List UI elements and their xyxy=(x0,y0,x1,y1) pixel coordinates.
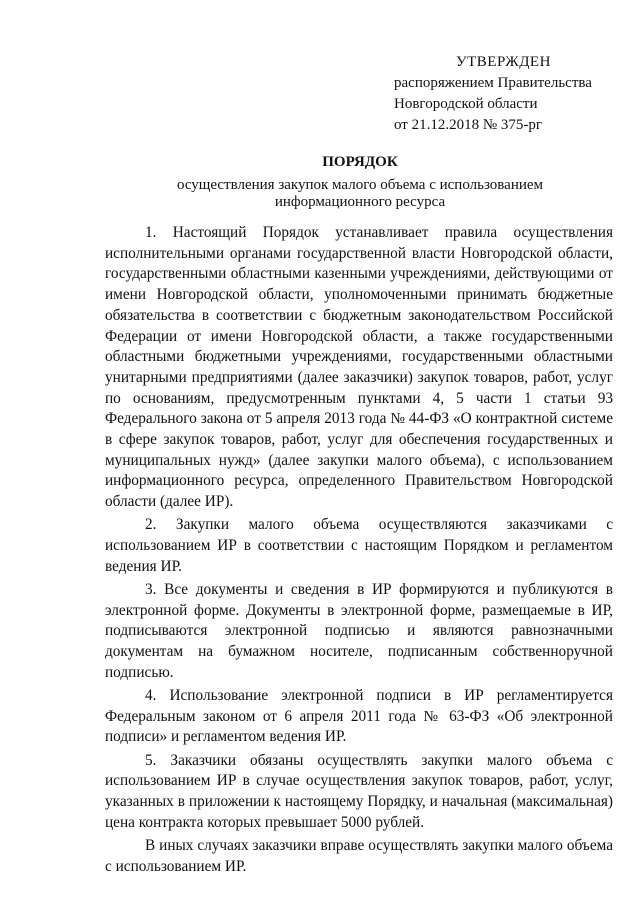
paragraph-4: 4. Использование электронной подписи в ИР регламентируется Федеральным законом от 6 апреля 2011 года № 63-ФЗ «Об электронной подписи» и регламентом ведения ИР. xyxy=(105,686,613,746)
document-heading xyxy=(100,152,620,211)
document-body xyxy=(105,223,613,880)
paragraph-6: В иных случаях заказчики вправе осуществлять закупки малого объема с использованием ИР. xyxy=(105,836,613,875)
paragraph-5: 5. Заказчики обязаны осуществлять закупки малого объема с использованием ИР в случае осуществления закупок товаров, работ, услуг, указанных в приложении к настоящему Порядку, и начальная (максимальная) цена контракта которых превышает 5000 рублей. xyxy=(105,751,613,831)
document-subtitle: осуществления закупок малого объема с использованием информационного ресурса xyxy=(176,177,544,210)
approval-title: УТВЕРЖДЕН xyxy=(456,54,551,70)
paragraph-1: 1. Настоящий Порядок устанавливает правила осуществления исполнительными органами государственной власти Новгородской области, государственными областными казенными учреждениями, действующими от имени Новгородской области, уполномоченными принимать бюджетные обязательства в соответствии с бюджетным законодательством Российской Федерации от имени Новгородской области, а также государственными областными бюджетными учреждениями, государственными областными унитарными предприятиями (далее заказчики) закупок товаров, работ, услуг по основаниям, предусмотренным пунктами 4, 5 части 1 статьи 93 Федерального закона от 5 апреля 2013 года № 44-ФЗ «О контрактной системе в сфере закупок товаров, работ, услуг для обеспечения государственных и муниципальных нужд» (далее закупки малого объема), с использованием информационного ресурса, определенного Правительством Новгородской области (далее ИР). xyxy=(105,224,613,511)
approval-stamp xyxy=(394,52,614,136)
document-title: ПОРЯДОК xyxy=(322,154,398,170)
approval-line-3: от 21.12.2018 № 375-рг xyxy=(394,117,543,133)
approval-line-1: распоряжением Правительства xyxy=(394,75,592,91)
paragraph-2: 2. Закупки малого объема осуществляются заказчиками с использованием ИР в соответствии с настоящим Порядком и регламентом ведения ИР. xyxy=(105,516,613,575)
paragraph-3: 3. Все документы и сведения в ИР формируются и публикуются в электронной форме. Документы в электронной форме, размещаемые в ИР, подписываются электронной подписью и являются равнозначными документам на бумажном носителе, подписанным собственноручной подписью. xyxy=(105,580,613,681)
approval-line-2: Новгородской области xyxy=(394,96,538,112)
